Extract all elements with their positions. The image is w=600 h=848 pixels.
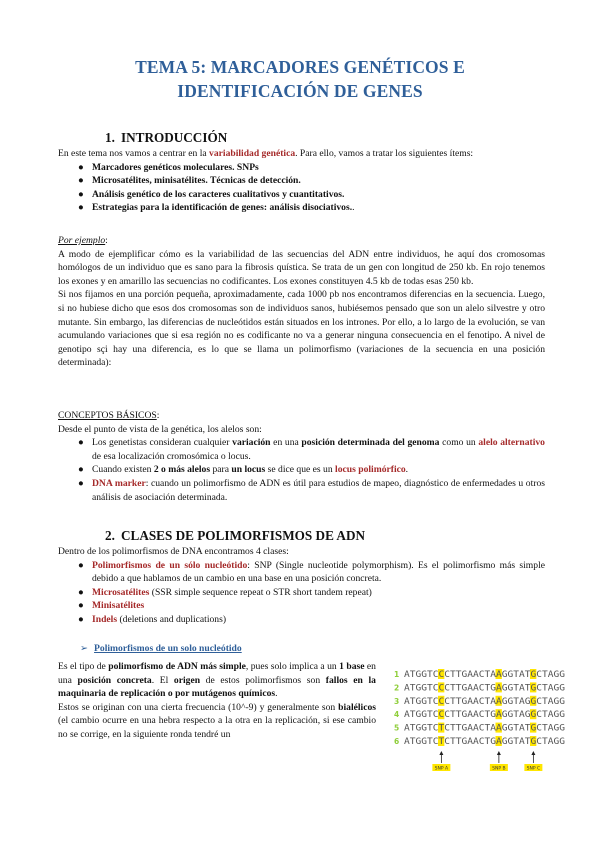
- topic-item: [58, 201, 545, 215]
- bullet-icon: ●: [78, 600, 84, 612]
- concepts-section: [58, 409, 545, 504]
- snp-text: Es el tipo de: [58, 661, 109, 672]
- section-2-intro: Dentro de los polimorfismos de DNA encontramos 4 clases:: [58, 546, 289, 557]
- bullet-icon: ●: [78, 175, 84, 187]
- topic-label: Análisis genético de los caracteres cualitativos y cuantitativos.: [92, 188, 345, 200]
- concept-item: [58, 477, 545, 504]
- bullet-icon: ●: [78, 464, 84, 476]
- row-number: 1: [394, 670, 400, 679]
- concepts-label-text: CONCEPTOS BÁSICOS: [58, 410, 157, 421]
- concepts-intro: Desde el punto de vista de la genética, los alelos son:: [58, 423, 262, 435]
- section-2-heading: [105, 528, 365, 544]
- row-number: 5: [394, 723, 400, 733]
- concept-text: .: [405, 464, 409, 476]
- example-label-text: Por ejemplo: [58, 235, 106, 246]
- topics-list: [58, 161, 545, 215]
- concept-highlight: alelo alternativo: [478, 437, 545, 449]
- concept-item: [58, 436, 545, 463]
- bullet-icon: ●: [78, 559, 84, 571]
- example-label: [58, 234, 545, 248]
- snp-bold: fallos en la maquinaria de replicación o por mutágenos químicos: [58, 674, 376, 700]
- snp-bold: posición concreta: [77, 674, 152, 686]
- concept-text: en una: [270, 437, 302, 449]
- dna-sequence: ATGGTCCCTTGAACTGAGGTATGCTAGG: [404, 683, 565, 694]
- snp-text: (el cambio ocurre en una hebra respecto a la otra en la replicación, si ese cambio no se corrige, en la siguiente ronda tendré un: [58, 715, 376, 741]
- snp-arrowhead-icon: [439, 751, 443, 755]
- type-item-microsatellites: [58, 586, 545, 600]
- snp-paragraph-2: [58, 701, 376, 742]
- example-paragraph-1: A modo de ejemplificar cómo es la variabilidad de las secuencias del ADN entre individuos, he aquí dos cromosomas homólogos de un individuo que es sano para la fibrosis quística. Se trata de un gen con longitud de 250 kb. En rojo tenemos los exones y en amarillo las secuencias no codificantes. Los exones constituyen 4.5 kb de todas esas 250 kb.: [58, 248, 545, 287]
- concept-text: como un: [439, 437, 479, 449]
- arrow-icon: ➢: [80, 643, 89, 654]
- concepts-list: [58, 436, 545, 504]
- section-1-number: 1.: [105, 130, 115, 145]
- title-line-2: IDENTIFICACIÓN DE GENES: [177, 80, 423, 101]
- type-label: Polimorfismos de un sólo nucleótido: [92, 559, 248, 571]
- type-label: Indels: [92, 614, 118, 626]
- snp-arrowhead-icon: [531, 751, 535, 755]
- concept-text: : cuando un polimorfismo de ADN es útil para estudios de mapeo, diagnóstico de enfermedades u otros análisis de asociación determinada.: [92, 478, 545, 503]
- snp-label: SNP C: [526, 766, 541, 772]
- section-2-title: CLASES DE POLIMORFISMOS DE ADN: [121, 528, 366, 543]
- section-1-heading: [105, 130, 227, 146]
- dna-sequence: ATGGTCCCTTGAACTGAGGTAGGCTAGG: [404, 710, 565, 721]
- document-title: [0, 56, 600, 103]
- type-label: Microsatélites: [92, 586, 150, 598]
- topic-item: [58, 161, 545, 175]
- snp-text: . El: [151, 674, 174, 686]
- row-number: 4: [394, 710, 400, 720]
- concept-text: Cuando existen: [92, 464, 154, 476]
- concept-text: Los genetistas consideran cualquier: [92, 437, 233, 449]
- snp-paragraph-1: [58, 660, 376, 701]
- snp-bold: polimorfismo de ADN más simple: [108, 661, 246, 672]
- snp-arrowhead-icon: [497, 751, 501, 755]
- concepts-label-colon: :: [156, 410, 160, 421]
- section-1-body: [58, 147, 545, 215]
- type-text: (SSR simple sequence repeat o STR short tandem repeat): [149, 586, 372, 598]
- concepts-label: [58, 409, 545, 423]
- snp-subheading-text: Polimorfismos de un solo nucleótido: [94, 643, 242, 654]
- bullet-icon: ●: [78, 161, 84, 173]
- intro-text: En este tema nos vamos a centrar en la: [58, 148, 210, 159]
- intro-highlight: variabilidad genética: [209, 148, 296, 159]
- concept-highlight: DNA marker: [92, 478, 146, 490]
- bullet-icon: ●: [78, 202, 84, 214]
- topic-trail: .: [352, 202, 355, 214]
- concept-bold: un locus: [231, 464, 266, 476]
- concept-text: para: [210, 464, 232, 476]
- type-item-minisatellites: [58, 599, 545, 613]
- snp-text: en una: [58, 661, 376, 686]
- snp-text: .: [275, 688, 278, 700]
- dna-sequence: ATGGTCTCTTGAACTAAGGTATGCTAGG: [404, 723, 565, 734]
- snp-bold: origen: [173, 674, 201, 686]
- snp-label: SNP B: [492, 766, 506, 772]
- bullet-icon: ●: [78, 586, 84, 598]
- intro-text-end: . Para ello, vamos a tratar los siguientes ítems:: [295, 148, 474, 159]
- topic-label: Estrategias para la identificación de genes: análisis disociativos.: [92, 202, 353, 214]
- type-item-snp: [58, 559, 545, 586]
- row-number: 3: [394, 696, 400, 706]
- dna-sequence: ATGGTCCCTTGAACTAAGGTATGCTAGG: [404, 670, 565, 680]
- snp-bold: 1 base: [339, 661, 365, 672]
- section-2-number: 2.: [105, 528, 115, 543]
- row-number: 2: [394, 683, 400, 693]
- concept-text: se dice que es un: [265, 464, 336, 476]
- concept-bold: 2 o más alelos: [153, 464, 211, 476]
- dna-sequence: ATGGTCCCTTGAACTAAGGTAGGCTAGG: [404, 696, 565, 707]
- concept-highlight: locus polimórfico: [335, 464, 406, 476]
- section-1-intro: [58, 147, 545, 161]
- example-paragraph-2: Si nos fijamos en una porción pequeña, aproximadamente, cada 1000 pb nos encontramos diferencias en la secuencia. Luego, si no hubiese dicho que esos dos cromosomas son de individuos sanos, hubiésemos pensado que son un alelo silvestre y otro mutante. Sin embargo, las diferencias de nucleótidos están situados en los intrones. Por ello, a lo largo de la evolución, se van acumulando variaciones que si esa región no es codificante no va a generar ninguna consecuencia en el fenotipo. A nivel de genotipo sçi hay una diferencia, es lo que se llama un polimorfismo (variaciones de la secuencia en una posición determinada):: [58, 289, 545, 369]
- snp-text: de estos polimorfismos son: [200, 674, 326, 686]
- topic-label: Microsatélites, minisatélites. Técnicas de detección.: [92, 175, 301, 187]
- concept-bold: variación: [232, 437, 271, 449]
- bullet-icon: ●: [78, 478, 84, 490]
- bullet-icon: ●: [78, 614, 84, 626]
- snp-subheading: [80, 642, 242, 656]
- type-text: (deletions and duplications): [117, 614, 227, 626]
- topic-item: [58, 188, 545, 202]
- title-line-1: TEMA 5: MARCADORES GENÉTICOS E: [135, 57, 465, 77]
- bullet-icon: ●: [78, 437, 84, 449]
- snp-label: SNP A: [434, 766, 449, 772]
- dna-sequence: ATGGTCTCTTGAACTGAGGTATGCTAGG: [404, 737, 565, 747]
- snp-bold: bialélicos: [338, 701, 376, 713]
- example-section: [58, 234, 545, 370]
- bullet-icon: ●: [78, 188, 84, 200]
- type-text: : SNP (Single nucleotide polymorphism). Es el polimorfismo más simple debido a que hablamos de un cambio en una base en una posición concreta.: [92, 559, 545, 585]
- concept-item: [58, 463, 545, 477]
- section-1-title: INTRODUCCIÓN: [121, 130, 228, 145]
- concept-bold: posición determinada del genoma: [301, 437, 440, 449]
- type-label: Minisatélites: [92, 600, 145, 612]
- snp-text: , pues solo implica a un: [245, 661, 340, 672]
- row-number: 6: [394, 737, 400, 746]
- type-item-indels: [58, 613, 545, 627]
- section-2-body: [58, 545, 545, 627]
- snp-text: Estos se originan con una cierta frecuencia (10^-9) y generalmente son: [58, 701, 339, 713]
- concept-text: de esa localización cromosómica o locus.: [92, 450, 251, 462]
- topic-label: Marcadores genéticos moleculares. SNPs: [92, 161, 259, 173]
- polymorphism-types-list: [58, 559, 545, 627]
- snp-alignment-figure: [390, 666, 590, 776]
- snp-text-column: [58, 660, 376, 742]
- example-label-colon: :: [105, 235, 108, 246]
- topic-item: [58, 174, 545, 188]
